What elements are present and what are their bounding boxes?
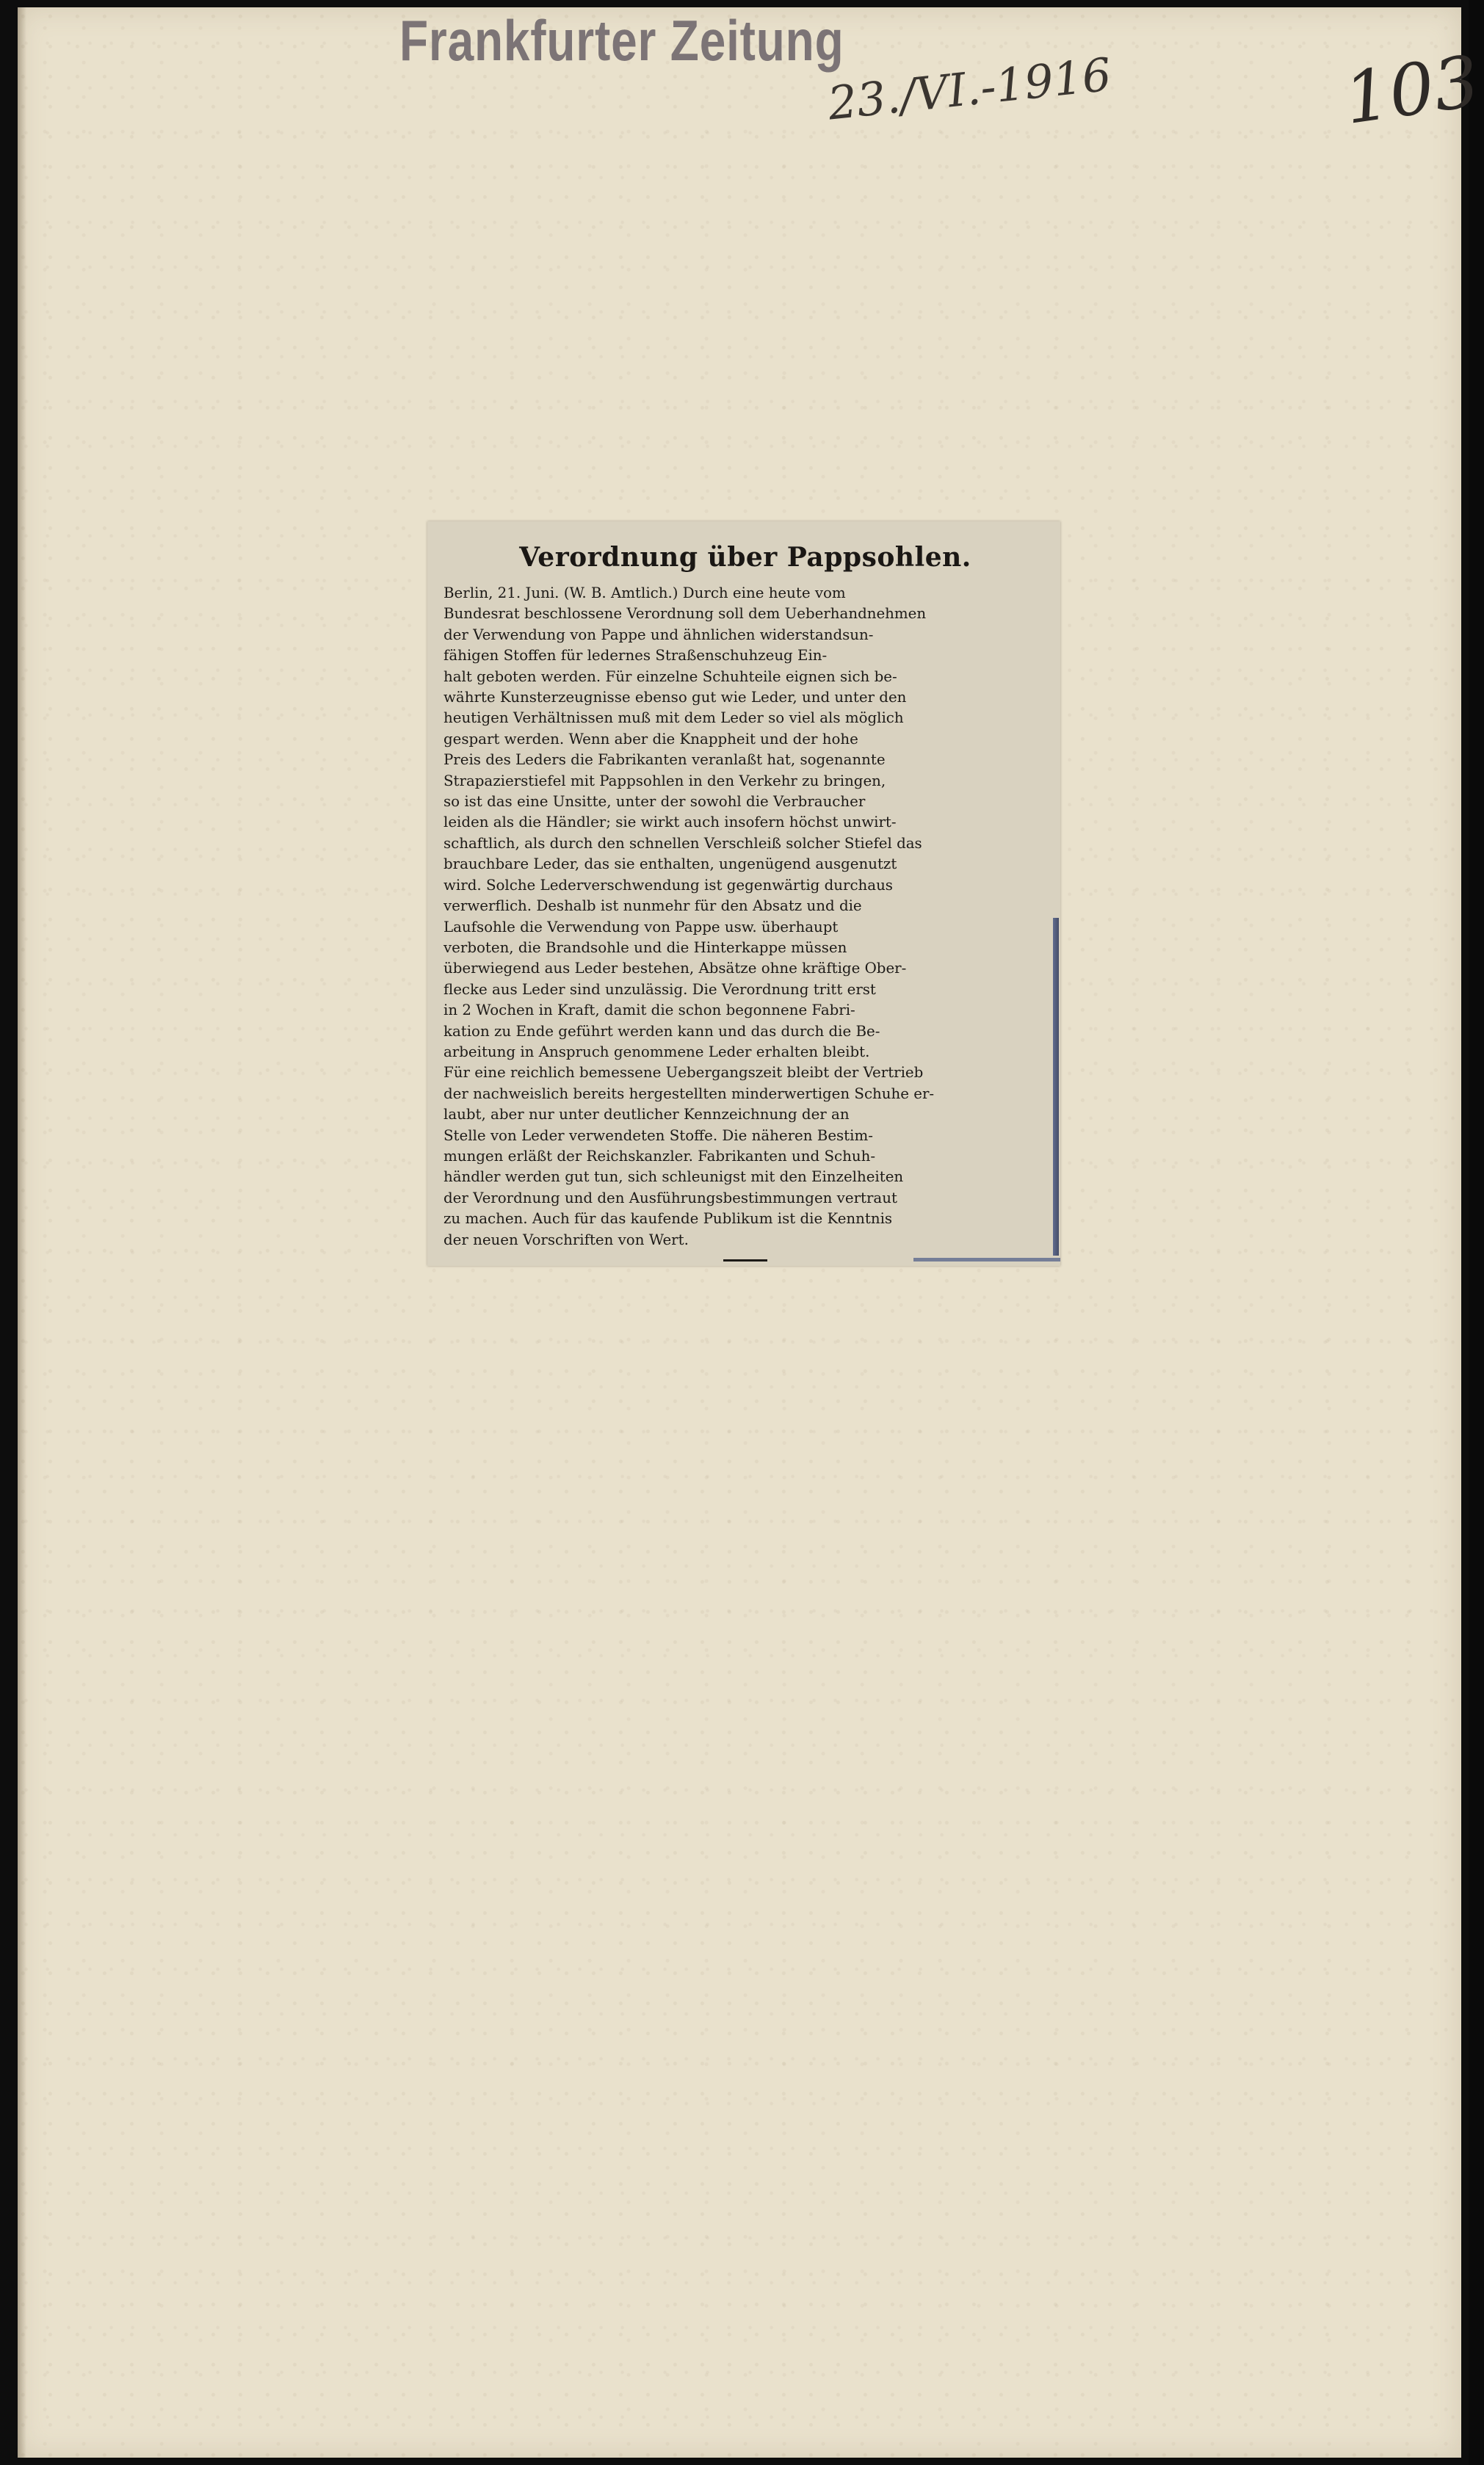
clipping-text-line: schaftlich, als durch den schnellen Verschleiß solcher Stiefel das [444, 834, 922, 852]
clipping-text-line: überwiegend aus Leder bestehen, Absätze ohne kräftige Ober- [444, 960, 907, 977]
clipping-end-rule [723, 1259, 767, 1262]
clipping-text-line: wird. Solche Lederverschwendung ist gegenwärtig durchaus [444, 876, 893, 894]
clipping-text-line: zu machen. Auch für das kaufende Publikum ist die Kenntnis [444, 1210, 893, 1228]
archive-sheet [18, 7, 1484, 2458]
clipping-text-line: arbeitung in Anspruch genommene Leder erhalten bleibt. [444, 1043, 870, 1060]
clipping-text-line: der nachweislich bereits hergestellten minderwertigen Schuhe er- [444, 1085, 935, 1102]
clipping-text-line: halt geboten werden. Für einzelne Schuhteile eignen sich be- [444, 667, 897, 685]
clipping-text-line: Berlin, 21. Juni. (W. B. Amtlich.) Durch eine heute vom [444, 584, 846, 601]
clipping-text-line: verboten, die Brandsohle und die Hinterkappe müssen [444, 938, 847, 956]
clipping-body [444, 583, 1047, 1250]
clipping-text-line: Strapazierstiefel mit Pappsohlen in den Verkehr zu bringen, [444, 772, 886, 789]
clipping-text-line: laubt, aber nur unter deutlicher Kennzeichnung der an [444, 1106, 850, 1123]
page-number: 103 [1339, 40, 1484, 140]
clipping-text-line: leiden als die Händler; sie wirkt auch insofern höchst unwirt- [444, 814, 897, 831]
clipping-blue-edge-bottom [913, 1258, 1060, 1262]
clipping-text-line: heutigen Verhältnissen muß mit dem Leder so viel als möglich [444, 709, 904, 727]
clipping-text-line: Laufsohle die Verwendung von Pappe usw. überhaupt [444, 918, 839, 935]
clipping-text-line: Für eine reichlich bemessene Uebergangszeit bleibt der Vertrieb [444, 1064, 924, 1082]
clipping-text-line: Bundesrat beschlossene Verordnung soll dem Ueberhandnehmen [444, 605, 927, 623]
clipping-title: Verordnung über Pappsohlen. [519, 542, 971, 573]
clipping-text-line: der neuen Vorschriften von Wert. [444, 1231, 689, 1248]
sheet-edge-shadow [18, 7, 26, 2458]
clipping-blue-edge [1053, 918, 1059, 1256]
clipping-text-line: händler werden gut tun, sich schleunigst mit den Einzelheiten [444, 1168, 904, 1186]
clipping-text-line: so ist das eine Unsitte, unter der sowohl die Verbraucher [444, 793, 866, 811]
clipping-text-line: währte Kunsterzeugnisse ebenso gut wie Leder, und unter den [444, 689, 907, 706]
clipping-text-line: Preis des Leders die Fabrikanten veranlaßt hat, sogenannte [444, 751, 886, 769]
clipping-text-line: Stelle von Leder verwendeten Stoffe. Die näheren Bestim- [444, 1126, 873, 1144]
handwritten-date: 23./VI.-1916 [825, 47, 1114, 131]
clipping-text-line: brauchbare Leder, das sie enthalten, ungenügend ausgenutzt [444, 855, 897, 873]
clipping-text-line: gespart werden. Wenn aber die Knappheit und der hohe [444, 730, 858, 748]
clipping-text-line: mungen erläßt der Reichskanzler. Fabrikanten und Schuh- [444, 1147, 875, 1165]
clipping-text-line: flecke aus Leder sind unzulässig. Die Verordnung tritt erst [444, 980, 876, 998]
clipping-text-line: der Verwendung von Pappe und ähnlichen widerstandsun- [444, 626, 874, 643]
newspaper-clipping [427, 521, 1060, 1266]
newspaper-stamp: Frankfurter Zeitung [399, 8, 844, 73]
clipping-text-line: in 2 Wochen in Kraft, damit die schon begonnene Fabri- [444, 1002, 855, 1019]
clipping-text-line: verwerflich. Deshalb ist nunmehr für den Absatz und die [444, 897, 862, 915]
clipping-text-line: der Verordnung und den Ausführungsbestimmungen vertraut [444, 1189, 897, 1206]
clipping-text-line: kation zu Ende geführt werden kann und das durch die Be- [444, 1022, 880, 1040]
clipping-text-line: fähigen Stoffen für ledernes Straßenschuhzeug Ein- [444, 647, 828, 665]
